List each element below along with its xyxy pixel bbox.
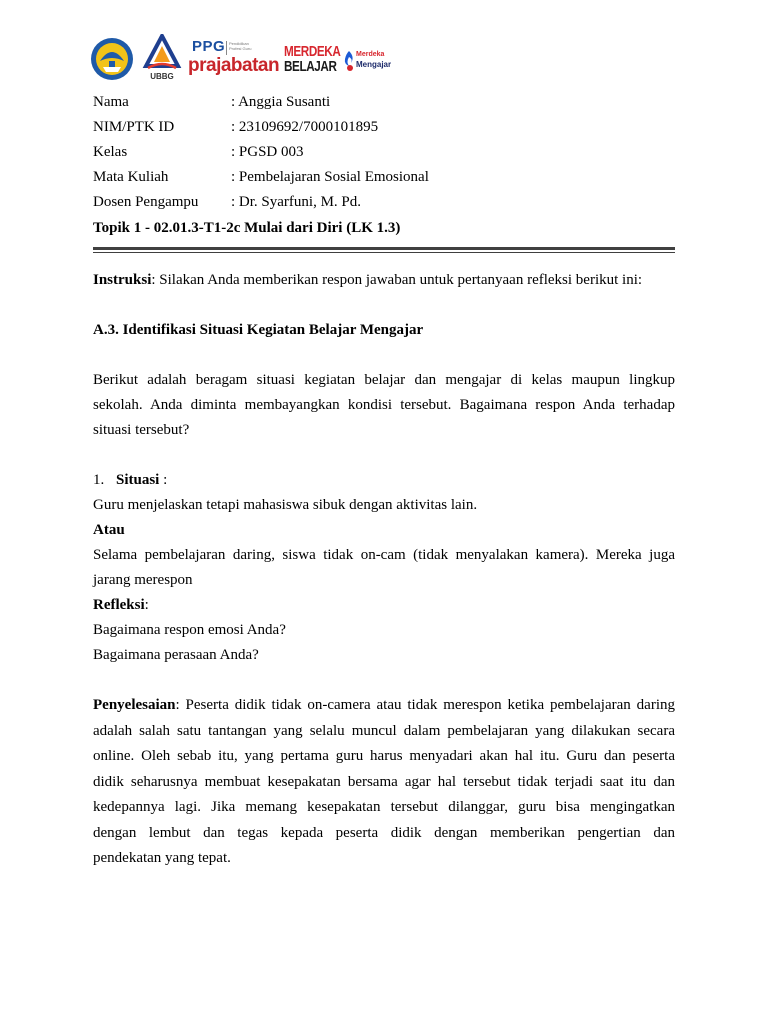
ubbg-text: UBBG [150,72,174,81]
mengajar-flame-icon [344,50,355,72]
mengajar-line2: Mengajar [356,60,392,69]
topic-title: Topik 1 - 02.01.3-T1-2c Mulai dari Diri (LK 1.3) [93,220,401,236]
tutwuri-logo [90,37,134,81]
header-divider-thick [93,247,675,250]
identity-value: : Anggia Susanti [231,94,331,110]
ubbg-emblem-icon [142,34,182,72]
resolution-paragraph [93,693,675,872]
section-heading [93,318,675,343]
situation-suffix: : [159,472,168,488]
reflection-question-1: Bagaimana respon emosi Anda? [93,622,286,638]
ppg-separator [226,41,227,55]
resolution-line [93,693,675,719]
situation-heading [93,468,675,493]
ppg-prajabatan-logo [188,38,278,82]
logo-strip [88,34,408,84]
resolution-line: kedepannya lagi. Jika memang kesepakatan tersebut dilanggar, guru bisa mengingatkan [93,799,675,815]
identity-label: Kelas [93,144,128,160]
identity-value: : Dr. Syarfuni, M. Pd. [231,194,362,210]
instruction-line [93,268,675,293]
or-label [93,518,675,543]
or-label-text: Atau [93,522,125,538]
ubbg-logo [142,34,182,84]
situation-line-2b: jarang merespon [93,572,193,588]
situation-line-2a: Selama pembelajaran daring, siswa tidak on-cam (tidak menyalakan kamera). Mereka juga [93,547,675,563]
situation-line-1: Guru menjelaskan tetapi mahasiswa sibuk dengan aktivitas lain. [93,497,478,513]
intro-line: Berikut adalah beragam situasi kegiatan belajar dan mengajar di kelas maupun lingkup [93,372,675,388]
belajar-text: BELAJAR [284,58,337,75]
resolution-line: adalah salah satu tantangan yang selalu muncul dalam pembelajaran yang dilakukan secara [93,722,675,739]
ppg-small-text: Pendidikan Profesi Guru [229,41,252,51]
resolution-line: pendekatan yang tepat. [93,850,231,866]
situation-number: 1. [93,472,105,488]
reflection-question-2: Bagaimana perasaan Anda? [93,647,259,663]
intro-line: sekolah. Anda diminta membayangkan kondisi tersebut. Bagaimana respon Anda terhadap [93,397,675,413]
identity-value: : 23109692/7000101895 [231,119,379,135]
identity-value: : PGSD 003 [231,144,304,160]
reflection-suffix: : [144,597,149,613]
intro-paragraph [93,368,675,443]
tutwuri-emblem-icon [90,37,134,81]
identity-label: Dosen Pengampu [93,194,199,210]
identity-label: Mata Kuliah [93,169,169,185]
identity-label: Nama [93,94,129,110]
identity-value: : Pembelajaran Sosial Emosional [231,169,429,185]
situation-label: Situasi [116,472,160,488]
resolution-label: Penyelesaian [93,697,176,713]
resolution-text: : Peserta didik tidak on-camera atau tidak merespon ketika pembelajaran daring [175,697,675,713]
resolution-line: online. Oleh sebab itu, yang pertama guru harus menyadari akan hal itu. Guru dan peserta [93,748,675,764]
prajabatan-text: prajabatan [188,55,280,76]
instruction-label: Instruksi [93,272,152,288]
merdeka-mengajar-logo [344,50,404,76]
ppg-text: PPG [192,38,226,55]
instruction-text: : Silakan Anda memberikan respon jawaban untuk pertanyaan refleksi berikut ini: [151,272,643,288]
reflection-heading [93,593,675,618]
merdeka-text: MERDEKA [284,43,341,60]
mengajar-line1: Merdeka [356,51,385,58]
section-heading-text: A.3. Identifikasi Situasi Kegiatan Belajar Mengajar [93,322,424,338]
identity-label: NIM/PTK ID [93,119,175,135]
merdeka-belajar-logo [284,43,341,80]
reflection-label: Refleksi [93,597,145,613]
header-divider-thin [93,252,675,253]
resolution-line: dengan lembut dan tegas kepada peserta didik dengan memberikan pengertian dan [93,824,675,841]
resolution-line: didik seharusnya membuat kesepakatan bersama agar hal tersebut tidak terjadi saat itu dan [93,773,675,790]
intro-line: situasi tersebut? [93,422,190,438]
